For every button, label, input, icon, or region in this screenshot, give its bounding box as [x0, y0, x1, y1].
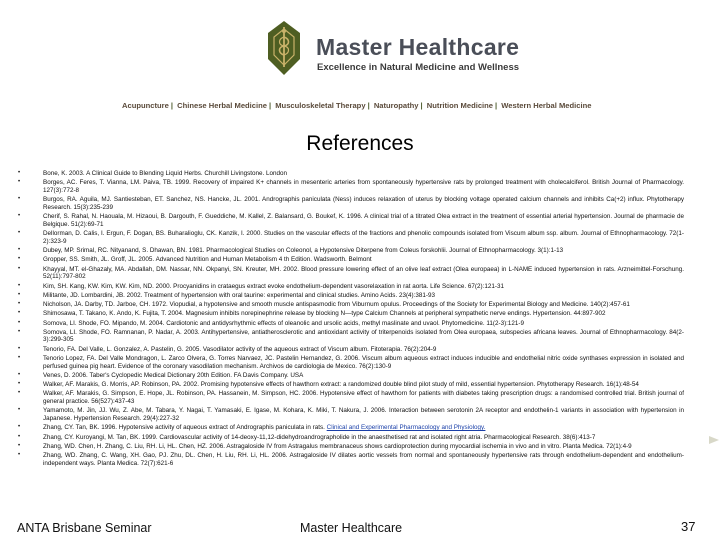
- nav-item-nutrition-medicine: Nutrition Medicine: [426, 101, 494, 110]
- reference-text: Militante, JD. Lombardini, JB. 2002. Treatment of hypertension with oral taurine: experimental and clinical studies. Amino Acids. 23(4):381-93: [43, 291, 436, 299]
- bullet-icon: •: [18, 328, 21, 335]
- reference-text: Somova, LI. Shode, FO. Ramnanan, P. Nadar, A. 2003. Antihypertensive, antiatherosclerotic and antioxidant activity of triterpenoids isolated from Olea europaea, subspecies africana leaves. Journal of Ethnopharmacology. 84(2-3):299-305: [43, 328, 684, 344]
- reference-text: Tenorio, FA. Del Valle, L. Gonzalez, A. Pastelin, G. 2005. Vasodilator activity of the aqueous extract of Viscum album. Fitoterapia. 76(2):204-9: [43, 345, 437, 353]
- next-arrow-icon[interactable]: [709, 436, 719, 444]
- bullet-icon: •: [18, 256, 21, 263]
- reference-item: [18, 452, 684, 467]
- reference-item: [18, 170, 684, 178]
- bullet-icon: •: [18, 196, 21, 203]
- reference-item: [18, 355, 684, 370]
- bullet-icon: •: [18, 179, 21, 186]
- footer-brand: Master Healthcare: [300, 521, 403, 535]
- bullet-icon: •: [18, 390, 21, 397]
- bullet-icon: •: [18, 319, 21, 326]
- reference-text: Tenorio Lopez, FA. Del Valle Mondragon, L. Zarco Olvera, G. Torres Narvaez, JC. Pastelin Hernandez, G. 2006. Viscum album aqueous extract induces inducible and endothelial nitric oxide synthases expression in isolated and perfused guinea pig heart. Evidence of the coronary vasodilation mechanism. Archivos de cardiologia de Mexico. 76(2):130-9: [43, 354, 684, 370]
- reference-text: Burgos, RA. Aguila, MJ. Santiesteban, ET. Sanchez, NS. Hancke, JL. 2001. Andrographis paniculata (Ness) induces relaxation of uterus by blocking voltage operated calcium channels and inhibits Ca(+2) influx. Phytotherapy Research. 15(3):235-239: [43, 196, 684, 211]
- reference-text: Khayyal, MT. el-Ghazaly, MA. Abdallah, DM. Nassar, NN. Okpanyi, SN. Kreuter, MH. 2002. Blood pressure lowering effect of an olive leaf extract (Olea europaea) in L-NAME induced hypertension in rats. Arzneimittel-Forschung. 52(11):797-802: [43, 265, 684, 281]
- nav-item-acupuncture: Acupuncture: [122, 101, 169, 110]
- bullet-icon: •: [18, 230, 21, 237]
- reference-text: Somova, LI. Shode, FO. Mipando, M. 2004. Cardiotonic and antidysrhythmic effects of oleanolic and ursolic acids, methyl maslinate and uvaol. Phytomedicine. 11(2-3):121-9: [43, 319, 525, 327]
- bullet-icon: •: [18, 407, 21, 414]
- reference-item: [18, 179, 684, 194]
- references-list: [18, 170, 684, 469]
- reference-item: [18, 256, 684, 264]
- bullet-icon: •: [18, 433, 21, 440]
- bullet-icon: •: [18, 282, 21, 289]
- reference-item: [18, 213, 684, 228]
- master-healthcare-logo-icon: [263, 19, 305, 77]
- reference-item: [18, 329, 684, 344]
- reference-text: Bone, K. 2003. A Clinical Guide to Blending Liquid Herbs. Churchill Livingstone. London: [43, 170, 287, 177]
- reference-text: Dellorman, D. Calis, I. Ergun, F. Dogan, BS. Buharalioglu, CK. Kanzik, I. 2000. Studies on the vascular effects of the fractions and phenolic compounds isolated from Viscum album ssp. album. Journal of Ethnopharmacology. 72(1-2):323-9: [43, 230, 684, 245]
- bullet-icon: •: [18, 291, 21, 298]
- nav-item-chinese-herbal-medicine: Chinese Herbal Medicine: [177, 101, 267, 110]
- reference-item: [18, 310, 684, 318]
- reference-item: [18, 283, 684, 291]
- services-nav: Acupuncture | Chinese Herbal Medicine | Musculoskeletal Therapy | Naturopathy | Nutrition Medicine | Western Herbal Medicine: [122, 101, 592, 110]
- reference-text: Walker, AF. Marakis, G. Morris, AP. Robinson, PA. 2002. Promising hypotensive effects of hawthorn extract: a randomized double blind pilot study of mild, essential hypertension. Phytotherapy Research. 16(1):48-54: [43, 381, 639, 389]
- reference-text: Gropper, SS. Smith, JL. Groff, JL. 2005. Advanced Nutrition and Human Metabolism 4 th Edition. Wadsworth. Belmont: [43, 256, 372, 264]
- reference-link[interactable]: Clinical and Experimental Pharmacology and Physiology.: [326, 424, 486, 432]
- reference-text: Shimosawa, T. Takano, K. Ando, K. Fujita, T. 2004. Magnesium inhibits norepinephrine release by blocking N—type Calcium Channels at peripheral sympathetic nerve endings. Hypertension. 44:897-902: [43, 310, 606, 318]
- page-title: References: [306, 132, 414, 155]
- reference-item: [18, 443, 684, 451]
- bullet-icon: •: [18, 424, 21, 431]
- bullet-icon: •: [18, 247, 21, 254]
- bullet-icon: •: [18, 354, 21, 361]
- reference-text: Walker, AF. Marakis, G. Simpson, E. Hope, JL. Robinson, PA. Hassanein, M. Simpson, HC. 2006. Hypotensive effect of hawthorn for patients with diabetes taking prescription drugs: a randomised controlled trial. British journal of general practice. 56(527):437-43: [43, 390, 684, 406]
- reference-text: Zhang, WD. Zhang, C. Wang, XH. Gao, PJ. Zhu, DL. Chen, H. Liu, RH. Li, HL. 2006. Astragaloside IV dilates aortic vessels from normal and spontaneously hypertensive rats through endothelium-dependent and endothelium-independent ways. Planta Medica. 72(7):621-6: [43, 452, 684, 467]
- brand-tagline: Excellence in Natural Medicine and Wellness: [317, 62, 520, 73]
- bullet-icon: •: [18, 345, 21, 352]
- reference-item: [18, 301, 684, 309]
- bullet-icon: •: [18, 371, 21, 378]
- footer-seminar: ANTA Brisbane Seminar: [17, 521, 152, 535]
- reference-text: Zhang, CY. Tan, BK. 1996. Hypotensive activity of aqueous extract of Andrographis paniculata in rats.: [43, 424, 327, 432]
- reference-text: Venes, D. 2006. Taber's Cyclopedic Medical Dictionary 20th Edition. FA Davis Company. USA: [43, 371, 304, 379]
- bullet-icon: •: [18, 265, 21, 272]
- reference-item: [18, 390, 684, 405]
- bullet-icon: •: [18, 310, 21, 317]
- reference-text: Nicholson, JA. Darby, TD. Jarboe, CH. 1972. Viopudial, a hypotensive and smooth muscle antispasmodic from Viburnum opulus. Proceedings of the Society for Experimental Biology and Medicine. 140(2):457-61: [43, 301, 630, 309]
- reference-item: [18, 434, 684, 442]
- page-number: 37: [681, 519, 696, 534]
- bullet-icon: •: [18, 301, 21, 308]
- brand-name: Master Healthcare: [316, 34, 520, 60]
- reference-item: [18, 247, 684, 255]
- bullet-icon: •: [18, 381, 21, 388]
- nav-item-naturopathy: Naturopathy: [373, 101, 419, 110]
- reference-item: [18, 346, 684, 354]
- reference-text: Yamamoto, M. Jin, JJ. Wu, Z. Abe, M. Tabara, Y. Nagai, T. Yamasaki, E. Igase, M. Kohara, K. Miki, T. Nakura, J. 2006. Interaction between serotonin 2A receptor and endothelin-1 variants in association with hypertension in Japanese. Hypertension Research. 29(4):227-32: [43, 407, 684, 423]
- bullet-icon: •: [18, 452, 21, 459]
- bullet-icon: •: [18, 170, 21, 176]
- reference-item: [18, 266, 684, 281]
- reference-text: Cherif, S. Rahal, N. Haouala, M. Hizaoui, B. Dargouth, F. Gueddiche, M. Kallel, Z. Balansard, G. Boukef, K. 1996. A clinical trial of a titrated Olea extract in the treatment of essential arterial hypertension. Journal de pharmacie de Belgique. 51(2):69-71: [43, 213, 684, 228]
- reference-item: [18, 196, 684, 211]
- header: [0, 0, 720, 112]
- nav-item-musculoskeletal-therapy: Musculoskeletal Therapy: [275, 101, 366, 110]
- reference-item: [18, 407, 684, 422]
- reference-text: Zhang, CY. Kuroyangi, M. Tan, BK. 1999. Cardiovascular activity of 14-deoxy-11,12-didehydroandrographolide in the anaesthetised rat and isolated right atria. Pharmacological Research. 38(6):413-7: [43, 433, 596, 441]
- reference-text: Kim, SH. Kang, KW. Kim, KW. Kim, ND. 2000. Procyanidins in crataegus extract evoke endothelium-dependent vasorelaxation in rat aorta. Life Science. 67(2):121-31: [43, 282, 504, 290]
- reference-item: [18, 292, 684, 300]
- reference-text: Zhang, WD. Chen, H. Zhang, C. Liu, RH. Li, HL. Chen, HZ. 2006. Astragaloside IV from Astragalus membranaceus shows cardioprotection during myocardial ischemia in vivo and in vitro. Planta Medica. 72(1):4-9: [43, 442, 632, 450]
- reference-item: [18, 320, 684, 328]
- reference-item: [18, 230, 684, 245]
- bullet-icon: •: [18, 213, 21, 220]
- nav-item-western-herbal-medicine: Western Herbal Medicine: [501, 101, 592, 110]
- reference-item: [18, 424, 684, 432]
- reference-text: Dubey, MP. Srimal, RC. Nityanand, S. Dhawan, BN. 1981. Pharmacological Studies on Coleonol, a Hypotensive Diterpene from Coleus forskohlii. Journal of Ethnopharmacology. 3(1):1-13: [43, 247, 564, 255]
- reference-item: [18, 372, 684, 380]
- bullet-icon: •: [18, 442, 21, 449]
- reference-item: [18, 381, 684, 389]
- reference-text: Borges, AC. Feres, T. Vianna, LM. Paiva, TB. 1999. Recovery of impaired K+ channels in mesenteric arteries from spontaneously hypertensive rats by prolonged treatment with cholecalciferol. British Journal of Pharmacology. 127(3):772-8: [43, 179, 684, 194]
